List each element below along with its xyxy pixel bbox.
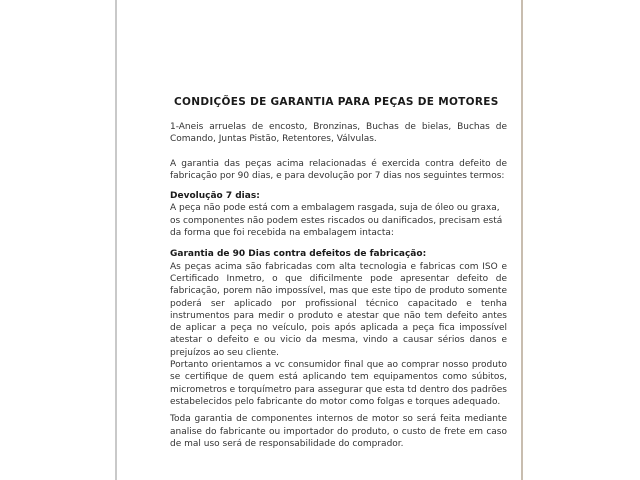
heading-garantia-90-dias: Garantia de 90 Dias contra defeitos de fabricação:	[170, 249, 427, 260]
garantia-90-paragraph: As peças acima são fabricadas com alta tecnologia e fabricas com ISO e Certificado Inmetro, o que dificilmente pode apresentar defeito de fabricação, porem não impossível, mas que este tipo de produto somente poderá ser aplicado por profissional técnico capacitado e tenha instrumentos para medir o produto e atestar que não tem defeito antes de aplicar a peça no veículo, pois após aplicada a peça fica impossível atestar o defeito e ou vicio da mesma, vindo a causar sérios danos e prejuízos ao seu cliente.	[170, 261, 507, 358]
left-vertical-rule	[115, 0, 117, 480]
warranty-intro-paragraph: A garantia das peças acima relacionadas é exercida contra defeito de fabricação por 90 dias, e para devolução por 7 dias nos seguintes termos:	[170, 158, 507, 181]
warranty-document	[170, 96, 507, 450]
right-vertical-rule	[521, 0, 523, 480]
garantia-final-paragraph: Toda garantia de componentes internos de motor so será feita mediante analise do fabricante ou importador do produto, o custo de frete em caso de mal uso será de responsabilidade do comprador.	[170, 414, 507, 449]
orientacao-consumidor-paragraph: Portanto orientamos a vc consumidor final que ao comprar nosso produto se certifique de quem está aplicando tem equipamentos como súbitos, micrometros e torquímetro para assegurar que esta td dentro dos padrões estabelecidos pelo fabricante do motor como folgas e torques adequado.	[170, 360, 507, 407]
parts-list-paragraph: 1-Aneis arruelas de encosto, Bronzinas, Buchas de bielas, Buchas de Comando, Juntas Pistão, Retentores, Válvulas.	[170, 122, 507, 145]
heading-devolucao-7-dias: Devolução 7 dias:	[170, 191, 260, 202]
document-title: CONDIÇÕES DE GARANTIA PARA PEÇAS DE MOTORES	[174, 96, 499, 108]
devolucao-conditions-paragraph: A peça não pode está com a embalagem rasgada, suja de óleo ou graxa, os componentes não podem estes riscados ou danificados, precisam está da forma que foi recebida na embalagem intacta:	[170, 203, 503, 239]
